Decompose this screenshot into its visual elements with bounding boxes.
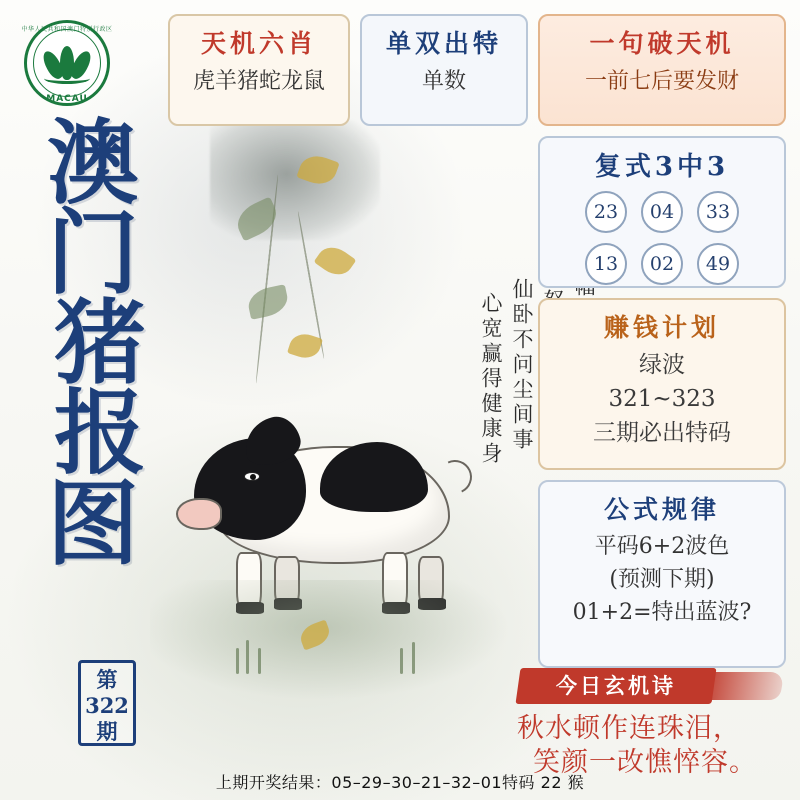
pig-snout [176,498,222,530]
panel-tianji-body: 虎羊猪蛇龙鼠 [192,69,325,94]
number-ball: 33 [697,191,739,233]
panel-yiju-header: 一句破天机 [589,29,735,58]
panel-danshuang-body: 单数 [421,69,466,94]
number-ball: 02 [641,243,683,285]
number-ball: 23 [585,191,627,233]
gongshi-line-2: (预测下期) [609,567,715,592]
panel-yiju-body: 一前七后要发财 [584,69,739,94]
fallen-leaf [297,620,333,651]
grass-blade [258,648,261,674]
poem-line-3: 仙卧不问尘间事 [510,278,534,453]
emblem-name: MACAU [46,94,88,104]
number-ball: 13 [585,243,627,285]
grass-blade [236,648,239,674]
previous-draw-result: 上期开奖结果：05–29–30–21–32–01特码 22 猴 [215,773,585,792]
pig-eye [244,472,260,481]
panel-zhuanqian-body [540,348,784,460]
zhuanqian-line-2: 321~323 [608,386,716,412]
issue-number-stamp: 第322期 [78,660,136,746]
panel-zhuanqian-header: 赚钱计划 [603,313,720,342]
emblem-arc-label: 中华人民共和国澳门特别行政区 [21,26,113,33]
number-ball: 49 [697,243,739,285]
fushi-number-list [540,187,784,293]
zhuanqian-line-3: 三期必出特码 [593,420,731,446]
panel-zhuanqian-jihua [538,298,786,470]
panel-gongshi-body [540,530,784,639]
gongshi-line-1: 平码6+2波色 [594,534,730,559]
ground-wash [150,580,510,700]
leaf [314,241,357,282]
gongshi-line-3: 01+2=特出蓝波? [572,600,752,625]
macau-emblem [16,14,136,114]
ink-wash-blob [210,120,380,240]
poem-line-4: 心宽赢得健康身 [479,292,503,467]
grass-blade [400,648,403,674]
riddle-banner [515,668,716,704]
panel-tianji-liuxiao [168,14,350,126]
emblem-text [16,14,118,112]
panel-fushi-header: 复式3中3 [594,152,730,182]
vine-illustration [170,120,400,390]
today-riddle-block [470,668,800,778]
panel-gongshi-guilv [538,480,786,668]
number-ball: 04 [641,191,683,233]
panel-tianji-header: 天机六肖 [200,29,317,58]
panel-danshuang-chute [360,14,528,126]
panel-danshuang-header: 单双出特 [385,29,502,58]
riddle-line-2: 笑颜一改憔悴容。 [533,747,757,778]
panel-yiju-potianji [538,14,786,126]
zhuanqian-line-1: 绿波 [639,352,685,378]
grass-blade [246,640,249,674]
leaf [246,284,291,320]
riddle-line-1: 秋水顿作连珠泪， [517,713,741,744]
panel-fushi-3zhong3 [538,136,786,288]
panel-gongshi-header: 公式规律 [603,495,720,524]
leaf [287,330,323,362]
title-line-1: 澳门 [46,109,141,308]
title-line-2: 猪报 [53,289,148,488]
riddle-banner-label: 今日玄机诗 [556,673,676,698]
brush-stroke-decoration [704,672,785,700]
grass-blade [412,642,415,674]
title-line-3: 图 [46,469,141,578]
